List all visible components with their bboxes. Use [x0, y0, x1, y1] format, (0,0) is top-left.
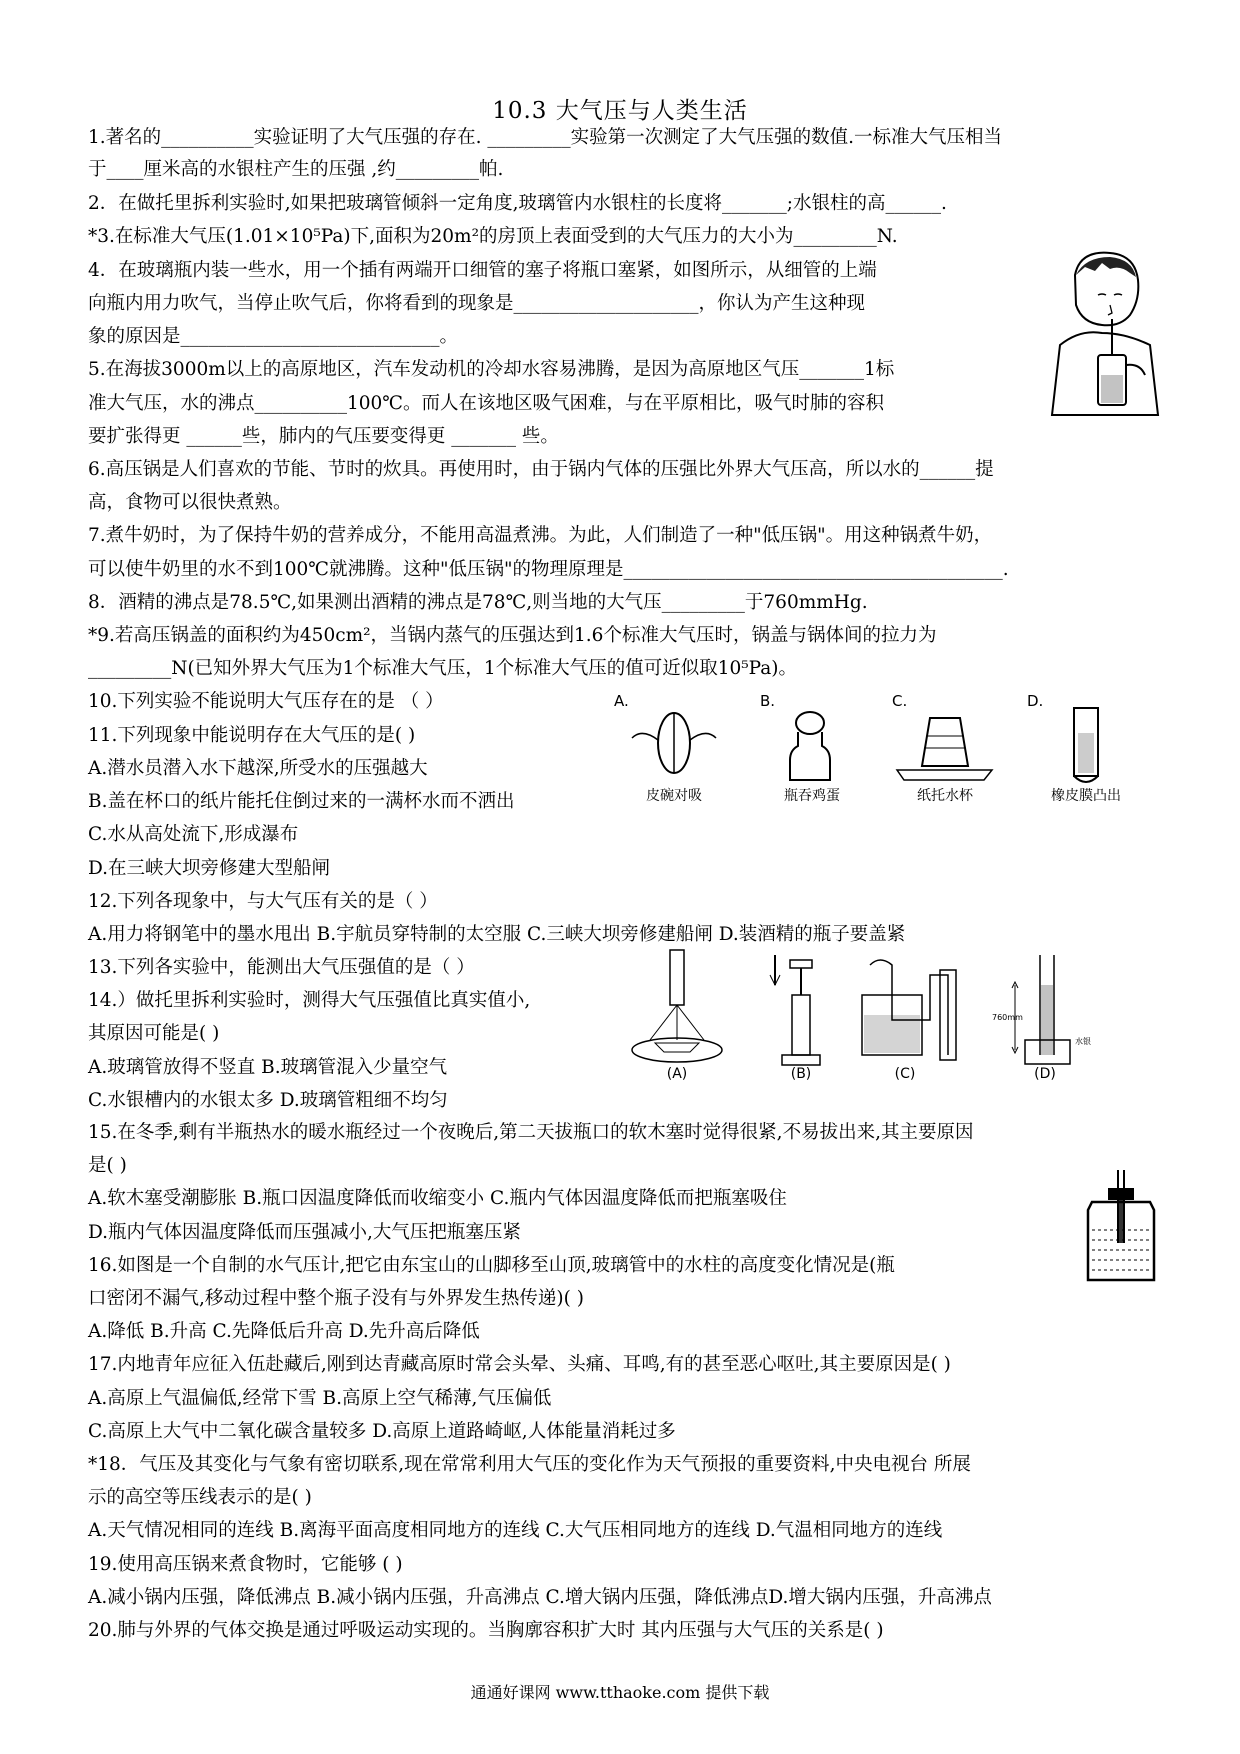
text-line: 15.在冬季,剩有半瓶热水的暖水瓶经过一个夜晚后,第二天拔瓶口的软木塞时觉得很紧,不易拔出来,其主要原因 — [88, 1122, 974, 1143]
fig10-caption-d: 橡皮膜凸出 — [1051, 788, 1121, 804]
text-line: 12.下列各现象中，与大气压有关的是（ ） — [88, 891, 438, 912]
text-line: 8．酒精的沸点是78.5℃,如果测出酒精的沸点是78℃,则当地的大气压_________于760mmHg. — [88, 592, 868, 613]
fig10-letter-c: C. — [892, 692, 908, 710]
fig13-label-c: (C) — [894, 1066, 916, 1080]
text-line: 1.著名的__________实验证明了大气压强的存在. _________实验第一次测定了大气压强的数值.一标准大气压相当 — [88, 127, 1003, 148]
text-line: C.水从高处流下,形成瀑布 — [88, 824, 299, 845]
text-line: C.水银槽内的水银太多 D.玻璃管粗细不均匀 — [88, 1090, 448, 1111]
text-line: C.高原上大气中二氧化碳含量较多 D.高原上道路崎岖,人体能量消耗过多 — [88, 1421, 676, 1442]
text-line: _________N(已知外界大气压为1个标准大气压，1个标准大气压的值可近似取10⁵Pa)。 — [88, 658, 798, 679]
text-line: 于____厘米高的水银柱产生的压强 ,约_________帕. — [88, 159, 504, 180]
text-line: 准大气压，水的沸点__________100℃。而人在该地区吸气困难，与在平原相比，吸气时肺的容积 — [88, 393, 885, 414]
text-line: *3.在标准大气压(1.01×10⁵Pa)下,面积为20m²的房顶上表面受到的大气压力的大小为_________N. — [88, 226, 898, 247]
fig10-letter-a: A. — [614, 692, 629, 710]
fig13-label-b: (B) — [790, 1066, 812, 1080]
fig10-letter-b: B. — [760, 692, 776, 710]
text-line: 7.煮牛奶时，为了保持牛奶的营养成分，不能用高温煮沸。为此，人们制造了一种"低压锅"。用这种锅煮牛奶， — [88, 525, 993, 546]
text-line: 10.下列实验不能说明大气压存在的是 （ ） — [88, 691, 444, 712]
text-line: B.盖在杯口的纸片能托住倒过来的一满杯水而不洒出 — [88, 791, 515, 812]
fig13-label-d: (D) — [1034, 1066, 1056, 1080]
text-line: A.玻璃管放得不竖直 B.玻璃管混入少量空气 — [88, 1057, 448, 1078]
svg-text:水银: 水银 — [1075, 1037, 1091, 1046]
text-line: D.在三峡大坝旁修建大型船闸 — [88, 858, 331, 879]
text-line: *18．气压及其变化与气象有密切联系,现在常常利用大气压的变化作为天气预报的重要资料,中央电视台 所展 — [88, 1454, 971, 1475]
text-line: 口密闭不漏气,移动过程中整个瓶子没有与外界发生热传递)( ) — [88, 1288, 584, 1309]
text-line: 是( ) — [88, 1155, 127, 1176]
fig10-caption-a: 皮碗对吸 — [646, 788, 702, 804]
page-title: 10.3 大气压与人类生活 — [492, 98, 748, 124]
boy-blowing-bottle-figure — [1040, 245, 1170, 420]
fig13-label-a: (A) — [666, 1066, 688, 1080]
text-line: D.瓶内气体因温度降低而压强减小,大气压把瓶塞压紧 — [88, 1222, 521, 1243]
q10-experiments-figure — [612, 688, 1152, 806]
text-line: 17.内地青年应征入伍赴藏后,刚到达青藏高原时常会头晕、头痛、耳鸣,有的甚至恶心呕吐,其主要原因是( ) — [88, 1354, 951, 1375]
text-line: 5.在海拔3000m以上的高原地区，汽车发动机的冷却水容易沸腾，是因为高原地区气压_______1标 — [88, 359, 895, 380]
text-line: A.软木塞受潮膨胀 B.瓶口因温度降低而收缩变小 C.瓶内气体因温度降低而把瓶塞吸住 — [88, 1188, 787, 1209]
text-line: A.高原上气温偏低,经常下雪 B.高原上空气稀薄,气压偏低 — [88, 1388, 552, 1409]
text-line: A.潜水员潜入水下越深,所受水的压强越大 — [88, 758, 428, 779]
text-line: 11.下列现象中能说明存在大气压的是( ) — [88, 725, 416, 746]
text-line: A.天气情况相同的连线 B.离海平面高度相同地方的连线 C.大气压相同地方的连线 D.气温相同地方的连线 — [88, 1520, 943, 1541]
text-line: A.用力将钢笔中的墨水甩出 B.宇航员穿特制的太空服 C.三峡大坝旁修建船闸 D.装酒精的瓶子要盖紧 — [88, 924, 906, 945]
text-line: 4．在玻璃瓶内装一些水，用一个插有两端开口细管的塞子将瓶口塞紧，如图所示，从细管的上端 — [88, 260, 877, 281]
text-line: 向瓶内用力吹气，当停止吹气后，你将看到的现象是____________________，你认为产生这种现 — [88, 293, 866, 314]
text-line: 高，食物可以很快煮熟。 — [88, 492, 292, 513]
text-line: *9.若高压锅盖的面积约为450cm²，当锅内蒸气的压强达到1.6个标准大气压时，锅盖与锅体间的拉力为 — [88, 625, 937, 646]
fig10-caption-c: 纸托水杯 — [917, 788, 973, 804]
text-line: 示的高空等压线表示的是( ) — [88, 1487, 312, 1508]
text-line: 16.如图是一个自制的水气压计,把它由东宝山的山脚移至山顶,玻璃管中的水柱的高度变化情况是(瓶 — [88, 1255, 895, 1276]
text-line: 19.使用高压锅来煮食物时，它能够 ( ) — [88, 1554, 403, 1575]
text-line: 6.高压锅是人们喜欢的节能、节时的炊具。再使用时，由于锅内气体的压强比外界大气压高，所以水的______提 — [88, 459, 994, 480]
fig10-caption-b: 瓶吞鸡蛋 — [784, 788, 840, 804]
q13-apparatus-figure — [630, 940, 1150, 1080]
text-line: 13.下列各实验中，能测出大气压强值的是（ ） — [88, 957, 475, 978]
fig10-letter-d: D. — [1027, 692, 1044, 710]
text-line: 可以使牛奶里的水不到100℃就沸腾。这种"低压锅"的物理原理是_________________________________________. — [88, 559, 1009, 580]
footer-source: 通通好课网 www.tthaoke.com 提供下载 — [470, 1683, 770, 1702]
text-line: A.降低 B.升高 C.先降低后升高 D.先升高后降低 — [88, 1321, 480, 1342]
text-line: 象的原因是____________________________。 — [88, 326, 459, 347]
text-line: 14.）做托里拆利实验时，测得大气压强值比真实值小, — [88, 990, 531, 1011]
text-line: 其原因可能是( ) — [88, 1023, 220, 1044]
text-line: 2．在做托里拆利实验时,如果把玻璃管倾斜一定角度,玻璃管内水银柱的长度将_______;水银柱的高______. — [88, 193, 947, 214]
text-line: 要扩张得更 ______些，肺内的气压要变得更 _______ 些。 — [88, 426, 559, 447]
text-line: A.减小锅内压强，降低沸点 B.减小锅内压强，升高沸点 C.增大锅内压强，降低沸点D.增大锅内压强，升高沸点 — [88, 1587, 992, 1608]
svg-text:760mm: 760mm — [992, 1013, 1023, 1022]
water-barometer-figure — [1080, 1168, 1160, 1288]
text-line: 20.肺与外界的气体交换是通过呼吸运动实现的。当胸廓容积扩大时 其内压强与大气压的关系是( ) — [88, 1620, 884, 1641]
